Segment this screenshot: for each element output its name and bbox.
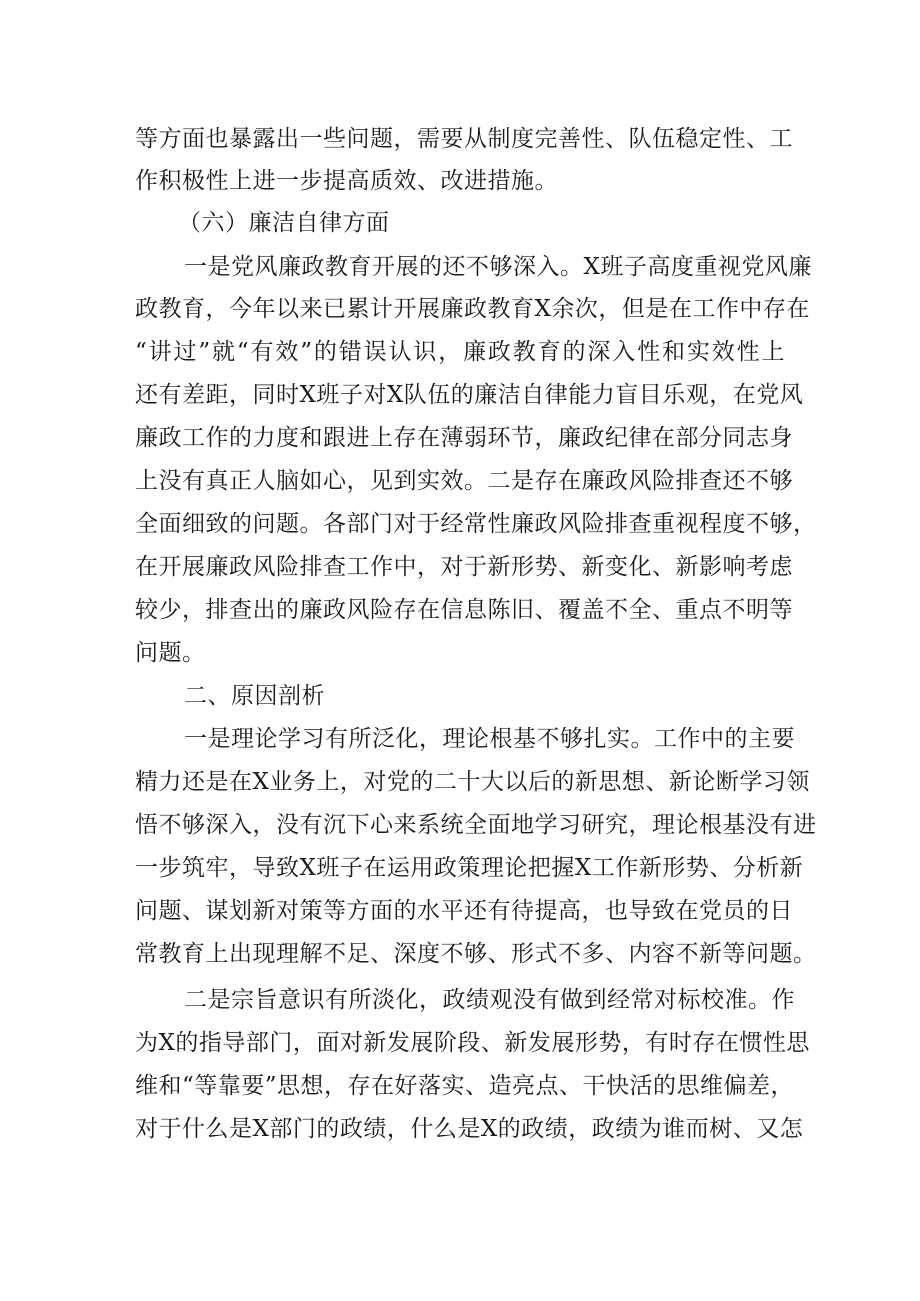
paragraph-line: 对于什么是X部门的政绩，什么是X的政绩，政绩为谁而树、又怎	[135, 1116, 804, 1142]
paragraph-line: 一是理论学习有所泛化，理论根基不够扎实。工作中的主要	[184, 726, 795, 752]
paragraph-line: 全面细致的问题。各部门对于经常性廉政风险排查重视程度不够，	[135, 511, 817, 537]
paragraph-line: “讲过”就“有效”的错误认识，廉政教育的深入性和实效性上	[135, 339, 785, 365]
paragraph-line: 政教育，今年以来已累计开展廉政教育X余次，但是在工作中存在	[135, 296, 810, 322]
paragraph-line: 精力还是在X业务上，对党的二十大以后的新思想、新论断学习领	[135, 769, 810, 795]
paragraph-line: 廉政工作的力度和跟进上存在薄弱环节，廉政纪律在部分同志身	[135, 425, 793, 451]
paragraph-line: 一步筑牢，导致X班子在运用政策理论把握X工作新形势、分析新	[135, 855, 804, 881]
paragraph-line: 一是党风廉政教育开展的还不够深入。X班子高度重视党风廉	[184, 254, 812, 280]
paragraph-line: 常教育上出现理解不足、深度不够、形式不多、内容不新等问题。	[135, 941, 817, 967]
paragraph-line: 问题、谋划新对策等方面的水平还有待提高，也导致在党员的日	[135, 898, 793, 924]
paragraph-line: 悟不够深入，没有沉下心来系统全面地学习研究，理论根基没有进	[135, 812, 817, 838]
paragraph-line: 维和“等靠要”思想，存在好落实、造亮点、干快活的思维偏差，	[135, 1073, 795, 1099]
section-heading-integrity: （六）廉洁自律方面	[178, 210, 390, 236]
paragraph-line: 还有差距，同时X班子对X队伍的廉洁自律能力盲目乐观，在党风	[135, 382, 804, 408]
paragraph-line: 等方面也暴露出一些问题，需要从制度完善性、队伍稳定性、工	[135, 126, 793, 152]
paragraph-line: 问题。	[135, 640, 206, 666]
section-heading-cause-analysis: 二、原因剖析	[184, 683, 325, 709]
paragraph-line: 较少，排查出的廉政风险存在信息陈旧、覆盖不全、重点不明等	[135, 597, 793, 623]
paragraph-line: 上没有真正人脑如心，见到实效。二是存在廉政风险排查还不够	[135, 468, 793, 494]
paragraph-line: 作积极性上进一步提高质效、改进措施。	[135, 168, 558, 194]
paragraph-line: 二是宗旨意识有所淡化，政绩观没有做到经常对标校准。作	[184, 987, 795, 1013]
paragraph-line: 在开展廉政风险排查工作中，对于新形势、新变化、新影响考虑	[135, 554, 793, 580]
paragraph-line: 为X的指导部门，面对新发展阶段、新发展形势，有时存在惯性思	[135, 1030, 810, 1056]
